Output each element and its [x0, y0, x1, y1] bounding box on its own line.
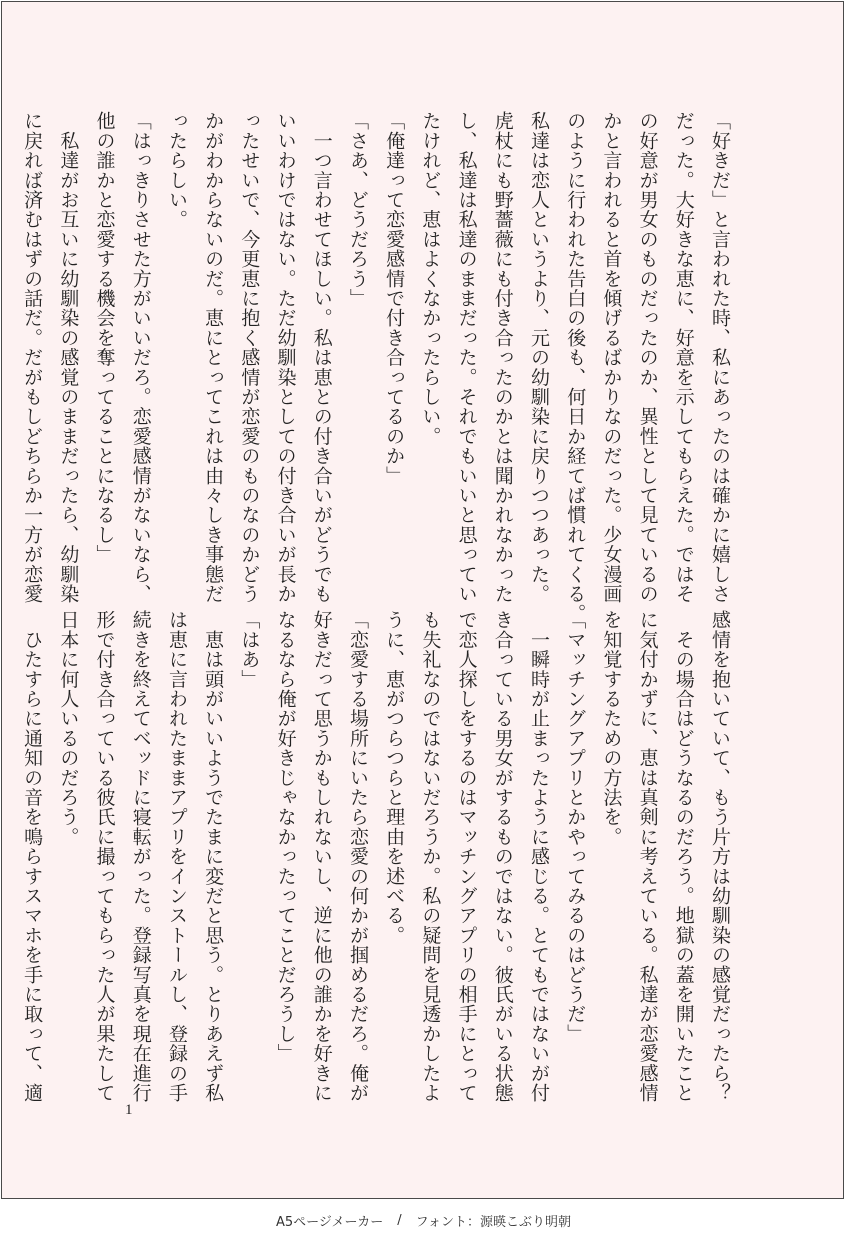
text-line: 私達は恋人というより、元の幼馴染に戻りつつあった。: [527, 111, 550, 604]
text-line: に戻れば済むはずの話だ。だがもしどちらか一方が恋愛: [21, 111, 44, 604]
text-line: その場合はどうなるのだろう。地獄の蓋を開いたこと: [672, 610, 695, 1103]
text-block-top: [21, 111, 738, 624]
text-line: ったせいで、今更恵に抱く感情が恋愛のものなのかどう: [238, 111, 261, 604]
text-line: 私達がお互いに幼馴染の感覚のままだったら、幼馴染: [57, 111, 80, 604]
text-line: 「マッチングアプリとかやってみるのはどうだ」: [564, 610, 587, 1044]
text-line: 「俺達って恋愛感情で付き合ってるのか」: [383, 111, 406, 486]
text-line: も失礼なのではないだろうか。私の疑問を見透かしたよ: [419, 610, 442, 1103]
text-line: で恋人探しをするのはマッチングアプリの相手にとって: [455, 610, 478, 1103]
text-line: 恵は頭がいいようでたまに変だと思う。とりあえず私: [202, 610, 225, 1103]
text-line: ったらしい。: [165, 111, 188, 230]
text-line: かと言われると首を傾げるばかりなのだった。少女漫画: [600, 111, 623, 604]
text-line: し、私達は私達のままだった。それでもいいと思ってい: [455, 111, 478, 604]
text-line: の好意が男女のものだったのか、異性として見ているの: [636, 111, 659, 604]
text-line: だった。大好きな恵に、好意を示してもらえた。ではそ: [672, 111, 695, 604]
text-line: 他の誰かと恋愛する機会を奪ってることになるし」: [93, 111, 116, 565]
text-line: ひたすらに通知の音を鳴らすスマホを手に取って、適: [21, 610, 44, 1103]
page-number: 1: [125, 1102, 133, 1118]
text-line: 形で付き合っている彼氏に撮ってもらった人が果たして: [93, 610, 116, 1103]
text-line: 一瞬時が止まったように感じる。とてもではないが付: [527, 610, 550, 1103]
text-line: 「好きだ」と言われた時、私にあったのは確かに嬉しさ: [709, 111, 731, 604]
text-line: を知覚するための方法を。: [600, 610, 623, 847]
text-line: のように行われた告白の後も、何日か経てば慣れてくる。: [564, 111, 587, 624]
generator-name: A5ページメーカー: [275, 1214, 384, 1230]
text-line: は恵に言われたままアプリをインストールし、登録の手: [165, 610, 188, 1103]
text-line: 感情を抱いていて、もう片方は幼馴染の感覚だったら？: [709, 610, 731, 1103]
manuscript-page: [1, 1, 844, 1199]
footer-credit: [0, 1200, 847, 1240]
text-line: たけれど、恵はよくなかったらしい。: [419, 111, 442, 446]
text-line: いいわけではない。ただ幼馴染としての付き合いが長か: [274, 111, 297, 604]
footer-separator: /: [397, 1212, 402, 1228]
text-line: に気付かずに、恵は真剣に考えている。私達が恋愛感情: [636, 610, 659, 1103]
font-credit: フォント：源暎こぶり明朝: [415, 1214, 571, 1230]
text-line: 日本に何人いるのだろう。: [57, 610, 80, 847]
text-block-bottom: [21, 610, 738, 1103]
text-line: 「はっきりさせた方がいいだろ。恋愛感情がないなら、: [129, 111, 152, 604]
text-line: かがわからないのだ。恵にとってこれは由々しき事態だ: [202, 111, 225, 604]
text-line: なるなら俺が好きじゃなかったってことだろうし」: [274, 610, 297, 1064]
text-line: 「さあ、どうだろう」: [346, 111, 369, 308]
text-line: き合っている男女がするものではない。彼氏がいる状態: [491, 610, 514, 1103]
text-line: 「恋愛する場所にいたら恋愛の何かが掴めるだろ。俺が: [346, 610, 369, 1103]
text-line: 虎杖にも野薔薇にも付き合ったのかとは聞かれなかった: [491, 111, 514, 604]
text-line: 「はあ」: [238, 610, 261, 689]
text-line: 一つ言わせてほしい。私は恵との付き合いがどうでも: [310, 111, 333, 604]
text-line: うに、恵がつらつらと理由を述べる。: [383, 610, 406, 945]
text-line: 続きを終えてベッドに寝転がった。登録写真を現在進行: [129, 610, 152, 1103]
text-line: 好きだって思うかもしれないし、逆に他の誰かを好きに: [310, 610, 333, 1103]
